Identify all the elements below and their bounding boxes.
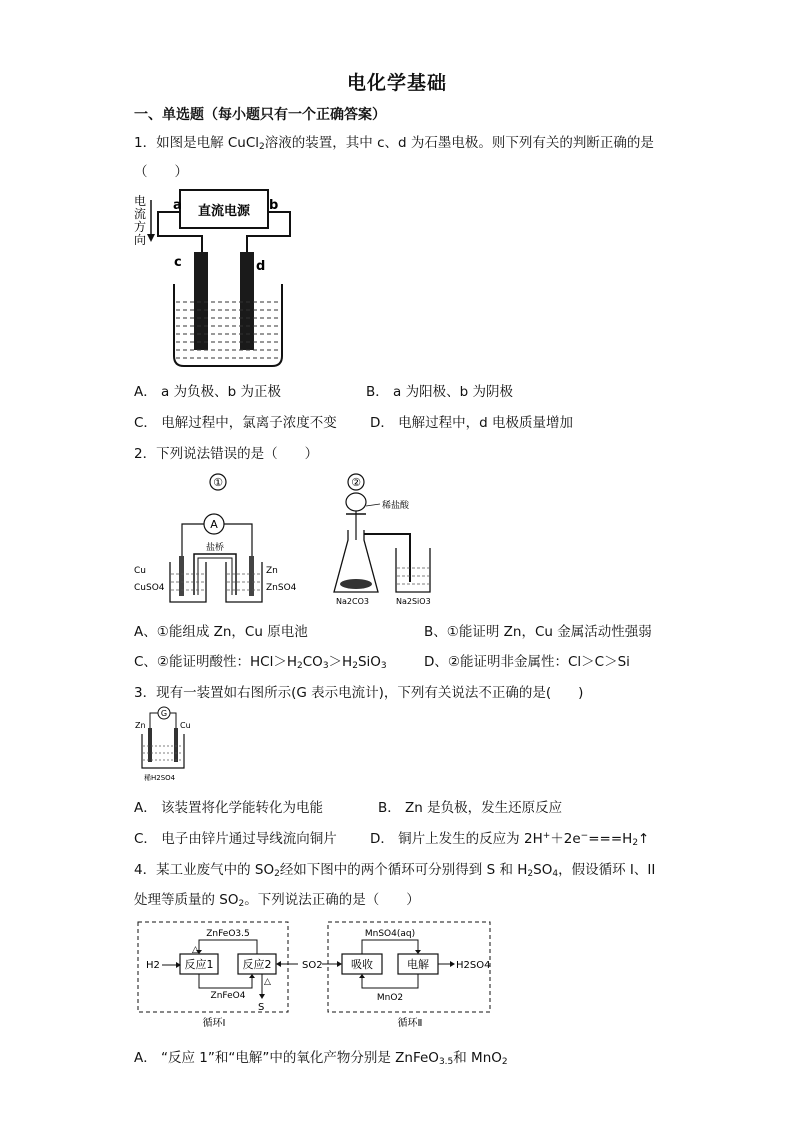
terminal-b: b [269,198,279,213]
q3-option-a[interactable]: A． 该装置将化学能转化为电能 [134,800,324,816]
cycle-2-label: 循环Ⅱ [397,1018,423,1029]
dir-char-2: 流 [134,207,147,221]
q3-stem: 3．现有一装置如右图所示(G 表示电流计)，下列有关说法不正确的是( ) [134,685,584,701]
q1-option-c[interactable]: C． 电解过程中，氯离子浓度不变 [134,415,337,431]
electrode-d-label: d [256,259,266,274]
q1-paren: （ ） [134,164,188,180]
electrode-c-label: c [174,255,182,270]
svg-text:吸收: 吸收 [351,958,373,971]
zn-label: Zn [266,566,278,576]
acid-label: 稀H2SO4 [144,774,176,782]
cuso4-label: CuSO4 [134,583,165,593]
svg-text:电解: 电解 [407,958,429,971]
h2-label: H2 [146,960,160,971]
cu-label: Cu [134,566,146,576]
q3-option-d[interactable]: D． 铜片上发生的反应为 $2H^++2e^-===H_2↑$ [370,831,650,848]
dir-char-4: 向 [134,233,147,247]
beaker [396,548,430,592]
electrode-c [194,252,208,350]
na2sio3-label: Na2SiO3 [396,597,431,606]
funnel-icon [346,493,366,511]
q1-option-b[interactable]: B． a 为阳极、b 为阴极 [366,384,513,400]
delta-1: △ [192,945,199,955]
mno2-label: MnO2 [376,993,404,1003]
q1-option-d[interactable]: D． 电解过程中，d 电极质量增加 [370,415,574,431]
svg-text:反应2: 反应2 [242,958,272,971]
svg-text:A: A [210,518,218,531]
q4-cycle-diagram [132,916,496,1032]
q4-stem-line2: 处理等质量的 $SO_2$。下列说法正确的是（ ） [134,892,420,909]
q2-option-b[interactable]: B、①能证明 Zn，Cu 金属活动性强弱 [424,624,652,640]
q1-option-a[interactable]: A． a 为负极、b 为正极 [134,384,281,400]
q4-stem-line1: 4．某工业废气中的 $SO_2$经如下图中的两个循环可分别得到 S 和 $H_2SO_4$，假设循环 I、II [134,862,656,879]
q3-option-c[interactable]: C． 电子由锌片通过导线流向铜片 [134,831,337,847]
electrode-d [240,252,254,350]
znso4-label: ZnSO4 [266,583,297,593]
svg-text:反应1: 反应1 [184,958,214,971]
so2-label: SO2 [302,960,323,971]
q1-electrolysis-figure [132,184,332,374]
salt-bridge [194,554,236,595]
q2-option-a[interactable]: A、①能组成 Zn，Cu 原电池 [134,624,308,640]
h2so4-label: H2SO4 [456,960,491,971]
q2-option-c[interactable]: C、②能证明酸性：$HCl>H_2CO_3>H_2SiO_3$ [134,654,387,671]
power-label: 直流电源 [197,204,251,219]
q2-stem: 2．下列说法错误的是（ ） [134,446,319,462]
q2-figure-2-acid-strength [330,470,460,610]
mnso4-label: MnSO4(aq) [364,929,416,939]
cycle-1-label: 循环Ⅰ [202,1018,226,1029]
terminal-a: a [173,198,182,213]
acid-label: 稀盐酸 [382,501,410,511]
page-title: 电化学基础 [346,72,447,94]
q3-galvanic-cell-figure [132,706,196,786]
q4-option-a[interactable]: A． “反应 1”和“电解”中的氧化产物分别是 ZnFeO$_{3.5}$和 MnO$_2$ [134,1050,508,1067]
na2co3-label: Na2CO3 [336,597,369,606]
fig1-number: ① [213,476,223,489]
svg-text:G: G [160,709,168,718]
zn-label: Zn [135,721,146,730]
cu-label: Cu [180,721,191,730]
salt-bridge-label: 盐桥 [206,543,225,553]
znfeo35-label: ZnFeO3.5 [206,929,250,939]
dir-char-1: 电 [134,194,147,208]
section-heading: 一、单选题（每小题只有一个正确答案） [134,107,386,123]
delta-2: △ [264,977,271,987]
q3-option-b[interactable]: B． Zn 是负极，发生还原反应 [378,800,563,816]
fig2-number: ② [351,476,361,489]
q1-stem: 1．如图是电解 CuCl$_2$溶液的装置，其中 c、d 为石墨电极。则下列有关的判断正确的是 [134,135,654,152]
znfeo4-label: ZnFeO4 [210,991,246,1001]
beaker [174,284,282,366]
dir-char-3: 方 [134,220,147,234]
q2-figure-1-galvanic-cell [132,470,297,610]
q2-option-d[interactable]: D、②能证明非金属性：Cl＞C＞Si [424,654,630,670]
s-label: S [258,1002,265,1013]
